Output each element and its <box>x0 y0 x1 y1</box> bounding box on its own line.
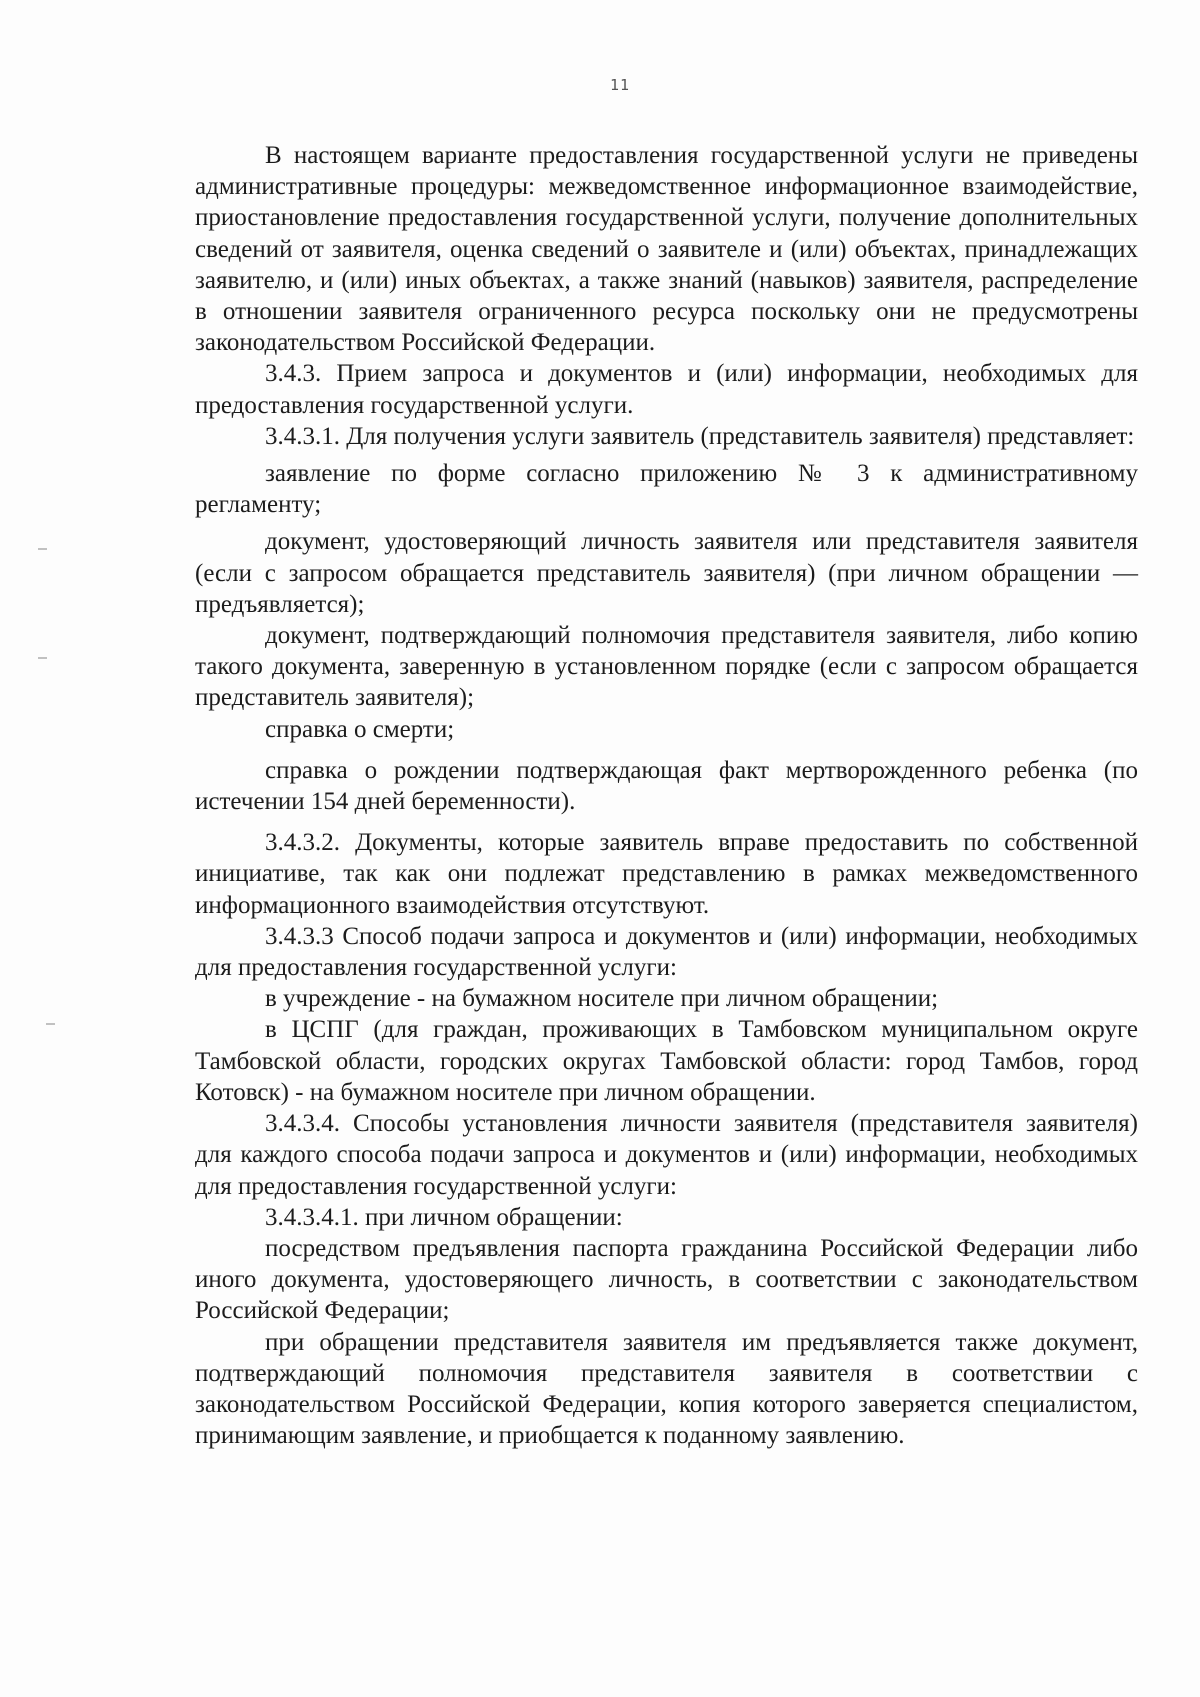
paragraph-3-4-3-2: 3.4.3.2. Документы, которые заявитель вправе предоставить по собственной инициативе, так как они подлежат представлению в рамках межведомственного информационного взаимодействия отсутствуют. <box>195 829 1138 919</box>
paragraph-3-4-3: 3.4.3. Прием запроса и документов и (или) информации, необходимых для предоставления государственной услуги. <box>195 360 1138 419</box>
list-item-birth-certificate: справка о рождении подтверждающая факт мертворожденного ребенка (по истечении 154 дней беременности). <box>195 756 1138 816</box>
scan-artifact <box>38 548 47 550</box>
page-number: 11 <box>609 76 631 94</box>
list-item-passport: посредством предъявления паспорта гражданина Российской Федерации либо иного документа, удостоверяющего личность, в соответствии с законодательством Российской Федерации; <box>195 1234 1138 1325</box>
paragraph-3-4-3-4-1: 3.4.3.4.1. при личном обращении: <box>265 1203 623 1231</box>
paragraph-3-4-3-1: 3.4.3.1. Для получения услуги заявитель (представитель заявителя) представляет: <box>265 422 1135 450</box>
scan-artifact <box>38 657 47 659</box>
list-item-death-certificate: справка о смерти; <box>265 715 455 743</box>
list-item-authority-document: документ, подтверждающий полномочия представителя заявителя, либо копию такого документа, заверенную в установленном порядке (если с запросом обращается представитель заявителя); <box>195 622 1138 712</box>
document-body <box>195 140 1138 1451</box>
list-item-application: заявление по форме согласно приложению № 3 к административному регламенту; <box>195 460 1138 519</box>
list-item-representative: при обращении представителя заявителя им предъявляется также документ, подтверждающий полномочия представителя заявителя в соответствии с законодательством Российской Федерации, копия которого заверяется специалистом, принимающим заявление, и приобщается к поданному заявлению. <box>195 1328 1138 1450</box>
list-item-identity-document: документ, удостоверяющий личность заявителя или представителя заявителя (если с запросом обращается представитель заявителя) (при личном обращении — предъявляется); <box>195 528 1138 618</box>
list-item-cspg: в ЦСПГ (для граждан, проживающих в Тамбовском муниципальном округе Тамбовской области, городских округах Тамбовской области: город Тамбов, город Котовск) - на бумажном носителе при личном обращении. <box>195 1016 1138 1106</box>
paragraph-3-4-3-4: 3.4.3.4. Способы установления личности заявителя (представителя заявителя) для каждого способа подачи запроса и документов и (или) информации, необходимых для предоставления государственной услуги: <box>195 1110 1138 1200</box>
list-item-institution: в учреждение - на бумажном носителе при личном обращении; <box>265 985 939 1013</box>
scan-artifact <box>46 1023 55 1025</box>
paragraph-3-4-3-3: 3.4.3.3 Способ подачи запроса и документов и (или) информации, необходимых для предоставления государственной услуги: <box>195 922 1138 982</box>
paragraph-intro: В настоящем варианте предоставления государственной услуги не приведены административные процедуры: межведомственное информационное взаимодействие, приостановление предоставления государственной услуги, получение дополнительных сведений от заявителя, оценка сведений о заявителе и (или) объектах, принадлежащих заявителю, и (или) иных объектах, а также знаний (навыков) заявителя, распределение в отношении заявителя ограниченного ресурса поскольку они не предусмотрены законодательством Российской Федерации. <box>195 142 1138 357</box>
